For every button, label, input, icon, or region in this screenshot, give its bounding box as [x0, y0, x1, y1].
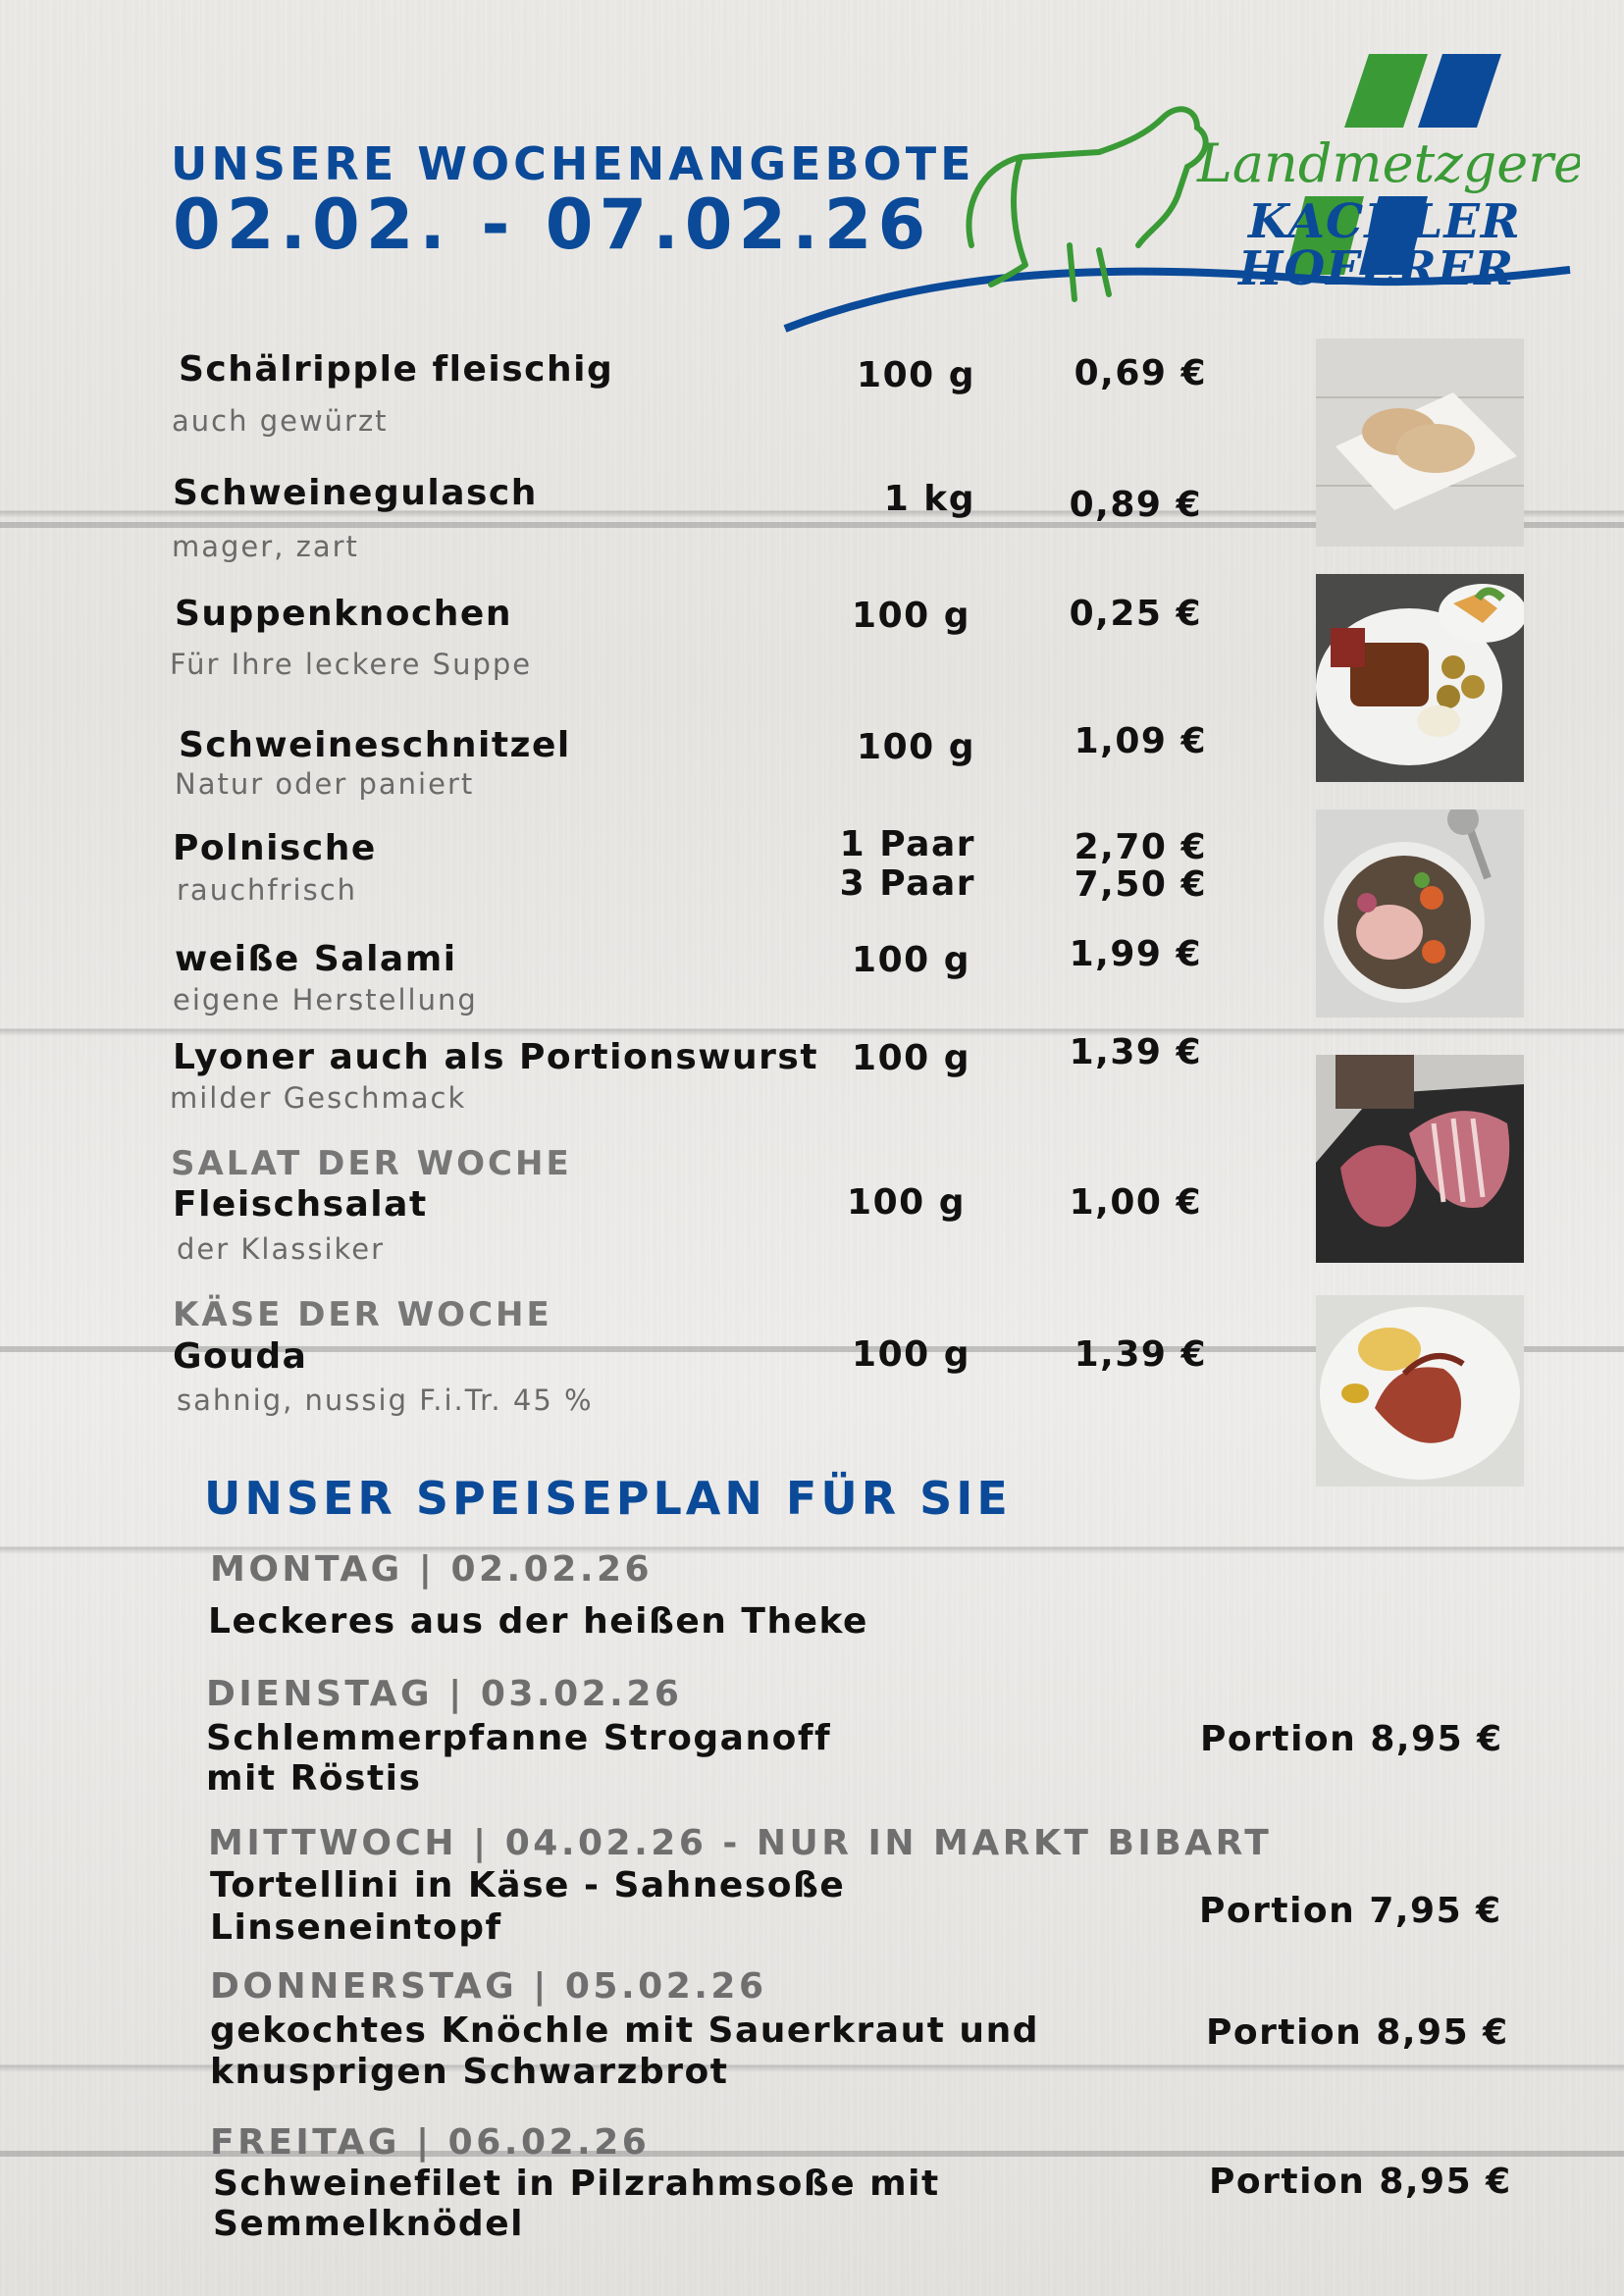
logo-script-text: Landmetzgerei — [1197, 132, 1580, 194]
offer-price-secondary: 7,50 € — [1074, 864, 1207, 905]
offer-subtitle: Natur oder paniert — [175, 767, 475, 801]
offer-price: 0,25 € — [1069, 594, 1202, 634]
logo-name-line2: HOFERER — [1238, 241, 1515, 296]
offer-unit-secondary: 3 Paar — [839, 863, 975, 904]
offer-subtitle: sahnig, nussig F.i.Tr. 45 % — [177, 1383, 594, 1417]
offer-price: 2,70 € — [1074, 827, 1207, 867]
menu-dish-line: Semmelknödel — [213, 2204, 524, 2244]
menu-portion-price: Portion 8,95 € — [1206, 2012, 1509, 2053]
offer-price: 1,39 € — [1074, 1334, 1207, 1375]
offer-unit: 100 g — [852, 940, 970, 980]
header-title: UNSERE WOCHENANGEBOTE — [171, 137, 975, 190]
menu-portion-price: Portion 8,95 € — [1209, 2162, 1512, 2202]
menu-portion-price: Portion 8,95 € — [1200, 1719, 1503, 1759]
offer-category: SALAT DER WOCHE — [171, 1144, 572, 1183]
menu-day: DIENSTAG | 03.02.26 — [206, 1674, 683, 1714]
offer-unit: 100 g — [857, 727, 975, 767]
menu-dish-line: gekochtes Knöchle mit Sauerkraut und — [210, 2010, 1039, 2051]
menu-dish-line: Tortellini in Käse - Sahnesoße — [210, 1865, 846, 1905]
header-date-range: 02.02. - 07.02.26 — [173, 184, 932, 265]
offer-name: Polnische — [173, 828, 377, 868]
offer-unit: 100 g — [857, 355, 975, 395]
offer-subtitle: der Klassiker — [177, 1232, 386, 1266]
company-logo — [775, 49, 1580, 353]
logo-name-line1: KACHLER — [1248, 194, 1521, 249]
offer-subtitle: rauchfrisch — [177, 873, 358, 907]
offer-unit: 100 g — [852, 1038, 970, 1078]
offer-unit: 100 g — [847, 1182, 966, 1223]
offer-price: 1,99 € — [1069, 934, 1202, 974]
offer-price: 0,89 € — [1069, 485, 1202, 525]
offer-price: 1,39 € — [1069, 1032, 1202, 1072]
offer-price: 0,69 € — [1074, 353, 1207, 393]
offer-name: Fleischsalat — [173, 1184, 428, 1225]
menu-title: UNSER SPEISEPLAN FÜR SIE — [204, 1472, 1012, 1525]
glazed-meat-plate-photo — [1316, 1295, 1524, 1487]
menu-dish-line: knusprigen Schwarzbrot — [210, 2052, 729, 2092]
soup-pot-photo — [1316, 809, 1524, 1018]
offer-unit: 1 kg — [883, 479, 975, 519]
breaded-schnitzel-photo — [1316, 339, 1524, 547]
menu-dish-line: Schlemmerpfanne Stroganoff — [206, 1718, 832, 1758]
offer-unit: 100 g — [852, 1334, 970, 1375]
menu-dish-line: Leckeres aus der heißen Theke — [208, 1601, 868, 1642]
offer-name: Schweineschnitzel — [179, 725, 571, 765]
menu-portion-price: Portion 7,95 € — [1199, 1891, 1502, 1931]
menu-day: FREITAG | 06.02.26 — [210, 2122, 651, 2163]
offer-subtitle: milder Geschmack — [170, 1081, 467, 1115]
offer-subtitle: auch gewürzt — [172, 404, 389, 438]
offer-name: weiße Salami — [175, 939, 457, 979]
offer-name: Schälripple fleischig — [179, 349, 614, 390]
menu-dish-line: Schweinefilet in Pilzrahmsoße mit — [213, 2164, 940, 2204]
offer-subtitle: mager, zart — [172, 530, 359, 563]
menu-dish-line: Linseneintopf — [210, 1907, 502, 1948]
offer-price: 1,09 € — [1074, 721, 1207, 761]
spareribs-plate-photo — [1316, 574, 1524, 782]
offer-price: 1,00 € — [1069, 1182, 1202, 1223]
raw-ribs-photo — [1316, 1055, 1524, 1263]
offer-name: Schweinegulasch — [173, 473, 538, 513]
offer-name: Suppenknochen — [175, 594, 512, 634]
menu-day: MONTAG | 02.02.26 — [210, 1549, 654, 1590]
menu-day: MITTWOCH | 04.02.26 - NUR IN MARKT BIBART — [208, 1823, 1273, 1863]
offer-unit: 100 g — [852, 596, 970, 636]
offer-subtitle: eigene Herstellung — [173, 983, 478, 1017]
menu-day: DONNERSTAG | 05.02.26 — [210, 1966, 767, 2007]
offer-category: KÄSE DER WOCHE — [173, 1295, 552, 1334]
offer-name: Lyoner auch als Portionswurst — [173, 1037, 819, 1077]
offer-name: Gouda — [173, 1336, 308, 1377]
offer-unit: 1 Paar — [839, 824, 975, 864]
offer-subtitle: Für Ihre leckere Suppe — [170, 648, 533, 681]
menu-dish-line: mit Röstis — [206, 1758, 422, 1799]
